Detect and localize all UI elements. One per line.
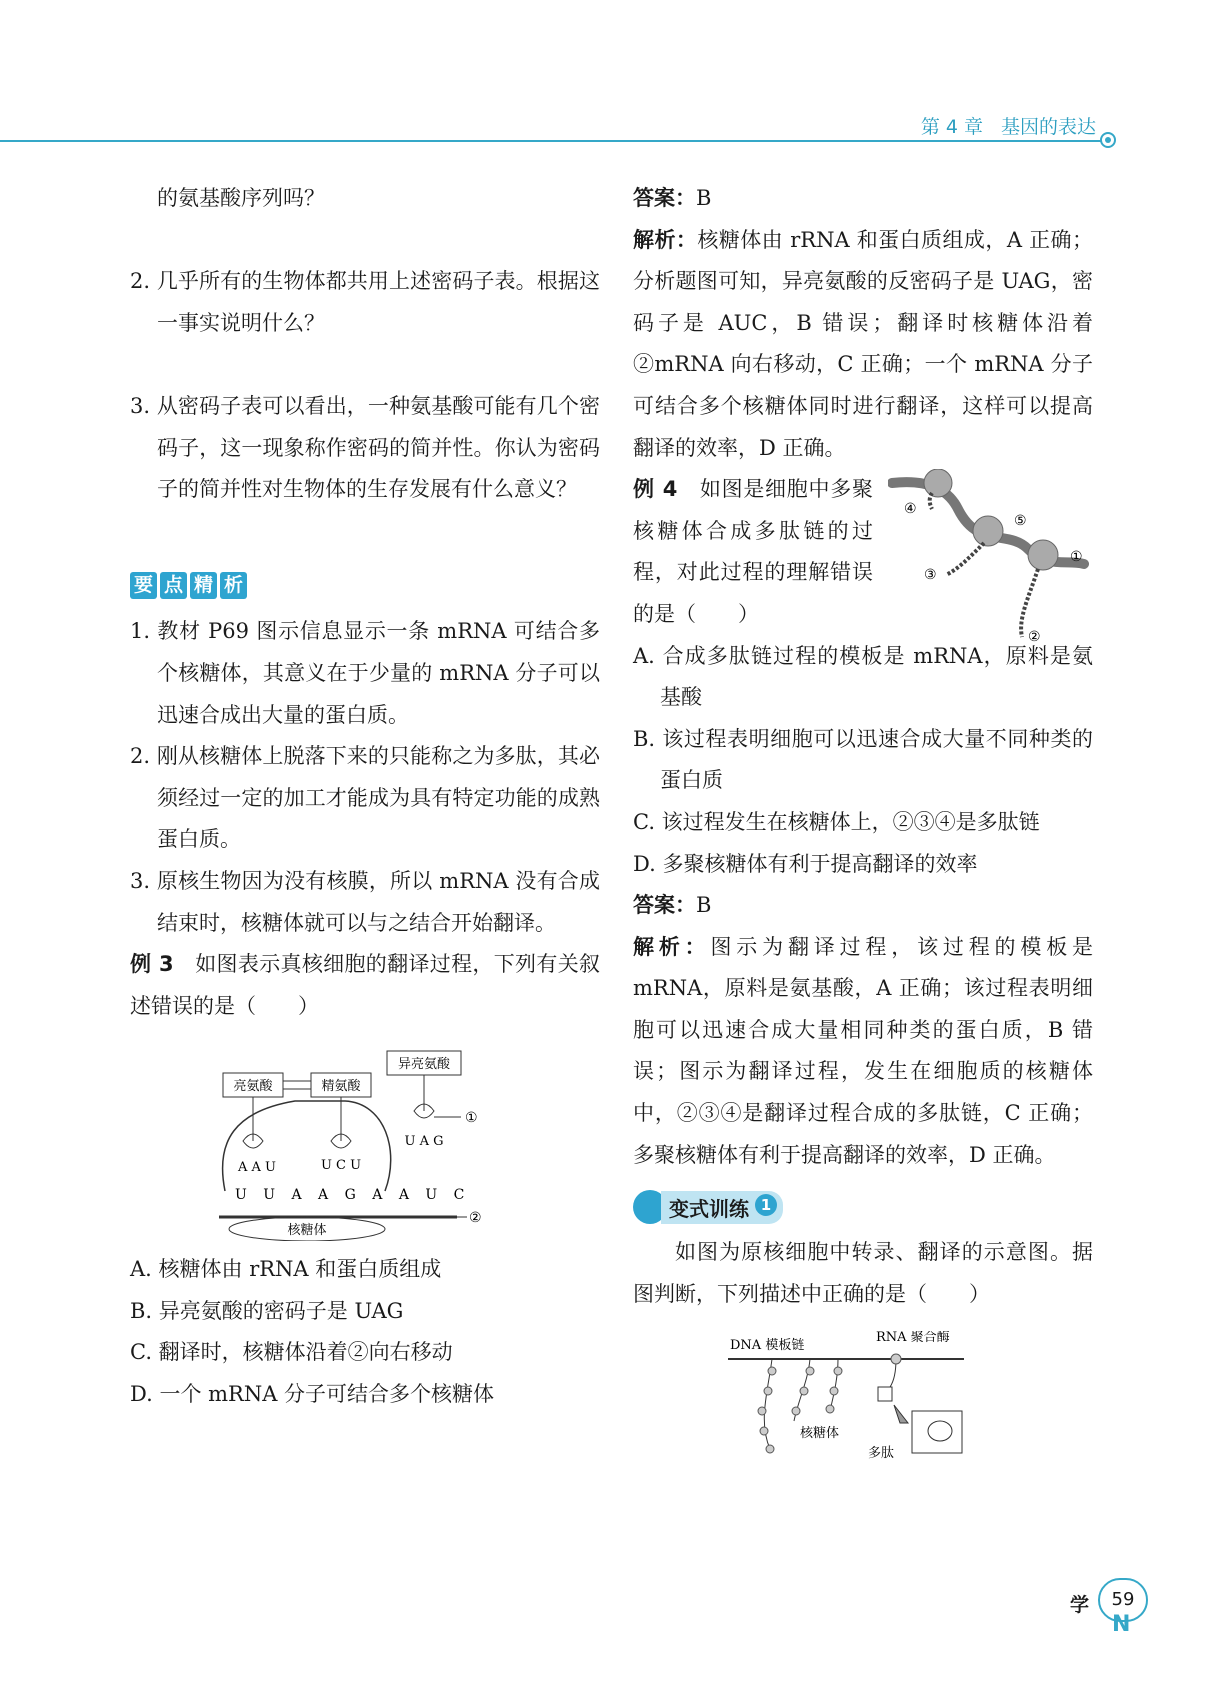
translation-figure [215, 1041, 515, 1241]
footer-study-mark: 学 [1070, 1594, 1090, 1616]
anticodon-1: A A U [238, 1160, 276, 1176]
example-3-label: 例 3 [130, 952, 174, 977]
question-2: 2. 几乎所有的生物体都共用上述密码子表。根据这一事实说明什么？ [130, 269, 600, 335]
left-column [130, 178, 600, 1416]
question-3: 3. 从密码子表可以看出，一种氨基酸可能有几个密码子，这一现象称作密码的简并性。你认为密码子的简并性对生物体的生存发展有什么意义？ [130, 393, 600, 502]
question-1-tail: 的氨基酸序列吗？ [157, 186, 325, 210]
polysome-figure [888, 469, 1098, 649]
mark-3: ③ [924, 567, 937, 584]
chapter-header [903, 112, 1096, 139]
right-column [633, 178, 1093, 1461]
page-number: 59 [1098, 1578, 1148, 1622]
example-3-option-b: B. 异亮氨酸的密码子是 UAG [130, 1298, 404, 1323]
example-4-label: 例 4 [633, 477, 678, 502]
arrow-icon [894, 1405, 908, 1423]
magnified-inset [912, 1411, 962, 1453]
anticodon-3: U A G [404, 1134, 444, 1150]
key-point-1: 1. 教材 P69 图示信息显示一条 mRNA 可结合多个核糖体，其意义在于少量的 mRNA 分子可以迅速合成出大量的蛋白质。 [130, 619, 600, 727]
dna-label: DNA 模板链 [730, 1338, 805, 1354]
ribosome-label: 核糖体 [287, 1223, 327, 1239]
example-4-stem: 例 4 如图是细胞中多聚核糖体合成多肽链的过程，对此过程的理解错误的是（ ） [633, 477, 873, 626]
mark-4: ④ [904, 501, 917, 518]
example-3-option-c: C. 翻译时，核糖体沿着②向右移动 [130, 1340, 453, 1365]
variant-training-number: 1 [755, 1194, 777, 1216]
header-rule [0, 140, 1110, 142]
analysis-3: 解析：核糖体由 rRNA 和蛋白质组成，A 正确；分析题图可知，异亮氨酸的反密码子是 UAG，密码子是 AUC，B 错误；翻译时核糖体沿着②mRNA 向右移动，C 正确；一个 mRNA 分子可结合多个核糖体同时进行翻译，这样可以提高翻译的效率，D 正确。 [633, 227, 1093, 460]
anticodon-2: U C U [320, 1158, 362, 1174]
header-circle-ornament [1100, 132, 1116, 148]
answer-4: 答案：B [633, 893, 712, 918]
example-3-option-a: A. 核糖体由 rRNA 和蛋白质组成 [130, 1257, 442, 1282]
ribosome-label: 核糖体 [800, 1426, 840, 1442]
variant-training-heading [633, 1190, 1093, 1224]
mark-1: ① [465, 1110, 478, 1127]
mark-2: ② [1028, 629, 1041, 646]
variant-training-label: 变式训练 [669, 1196, 749, 1221]
isoleucine-label: 异亮氨酸 [397, 1057, 451, 1073]
mark-5: ⑤ [1014, 513, 1027, 530]
example-3-stem: 例 3 如图表示真核细胞的翻译过程，下列有关叙述错误的是（ ） [130, 952, 601, 1018]
example-4-option-d: D. 多聚核糖体有利于提高翻译的效率 [633, 851, 978, 876]
transcription-translation-figure [728, 1331, 978, 1461]
example-3-option-d: D. 一个 mRNA 分子可结合多个核糖体 [130, 1382, 495, 1407]
training-stem: 如图为原核细胞中转录、翻译的示意图。据图判断，下列描述中正确的是（ ） [633, 1240, 1093, 1306]
section-char: 要 [130, 572, 157, 599]
analysis-4: 解析：图示为翻译过程，该过程的模板是 mRNA，原料是氨基酸，A 正确；该过程表明细胞可以迅速合成大量相同种类的蛋白质，B 错误；图示为翻译过程，发生在细胞质的核糖体中，②③④是翻译过程合成的多肽链，C 正确；多聚核糖体有利于提高翻译的效率，D 正确。 [633, 934, 1094, 1167]
example-4-option-c: C. 该过程发生在核糖体上，②③④是多肽链 [633, 809, 1040, 834]
footer-logo: N [1112, 1612, 1131, 1637]
section-char: 点 [160, 572, 187, 599]
example-4-option-b: B. 该过程表明细胞可以迅速合成大量不同种类的蛋白质 [633, 726, 1093, 793]
section-key-points [130, 572, 247, 599]
example-4 [633, 469, 1093, 646]
mrna-sequence: U U A A G A A U C [235, 1187, 471, 1204]
mark-2: ② [469, 1210, 482, 1227]
ribosomes [924, 469, 1058, 570]
answer-3: 答案：B [633, 186, 712, 210]
key-point-2: 2. 刚从核糖体上脱落下来的只能称之为多肽，其必须经过一定的加工才能成为具有特定功能的成熟蛋白质。 [130, 744, 600, 852]
chapter-title: 基因的表达 [1000, 116, 1096, 138]
example-4-option-a: A. 合成多肽链过程的模板是 mRNA，原料是氨基酸 [633, 643, 1093, 710]
section-char: 精 [190, 572, 217, 599]
rna-polymerase-label: RNA 聚合酶 [876, 1331, 950, 1346]
arginine-label: 精氨酸 [321, 1079, 361, 1095]
key-point-3: 3. 原核生物因为没有核膜，所以 mRNA 没有合成结束时，核糖体就可以与之结合开始翻译。 [130, 868, 600, 935]
mark-1: ① [1070, 549, 1083, 566]
section-char: 析 [220, 572, 247, 599]
chapter-number: 第 4 章 [920, 116, 983, 138]
peptide-label: 多肽 [868, 1446, 895, 1462]
leucine-label: 亮氨酸 [233, 1079, 273, 1095]
zoom-box [878, 1387, 892, 1401]
